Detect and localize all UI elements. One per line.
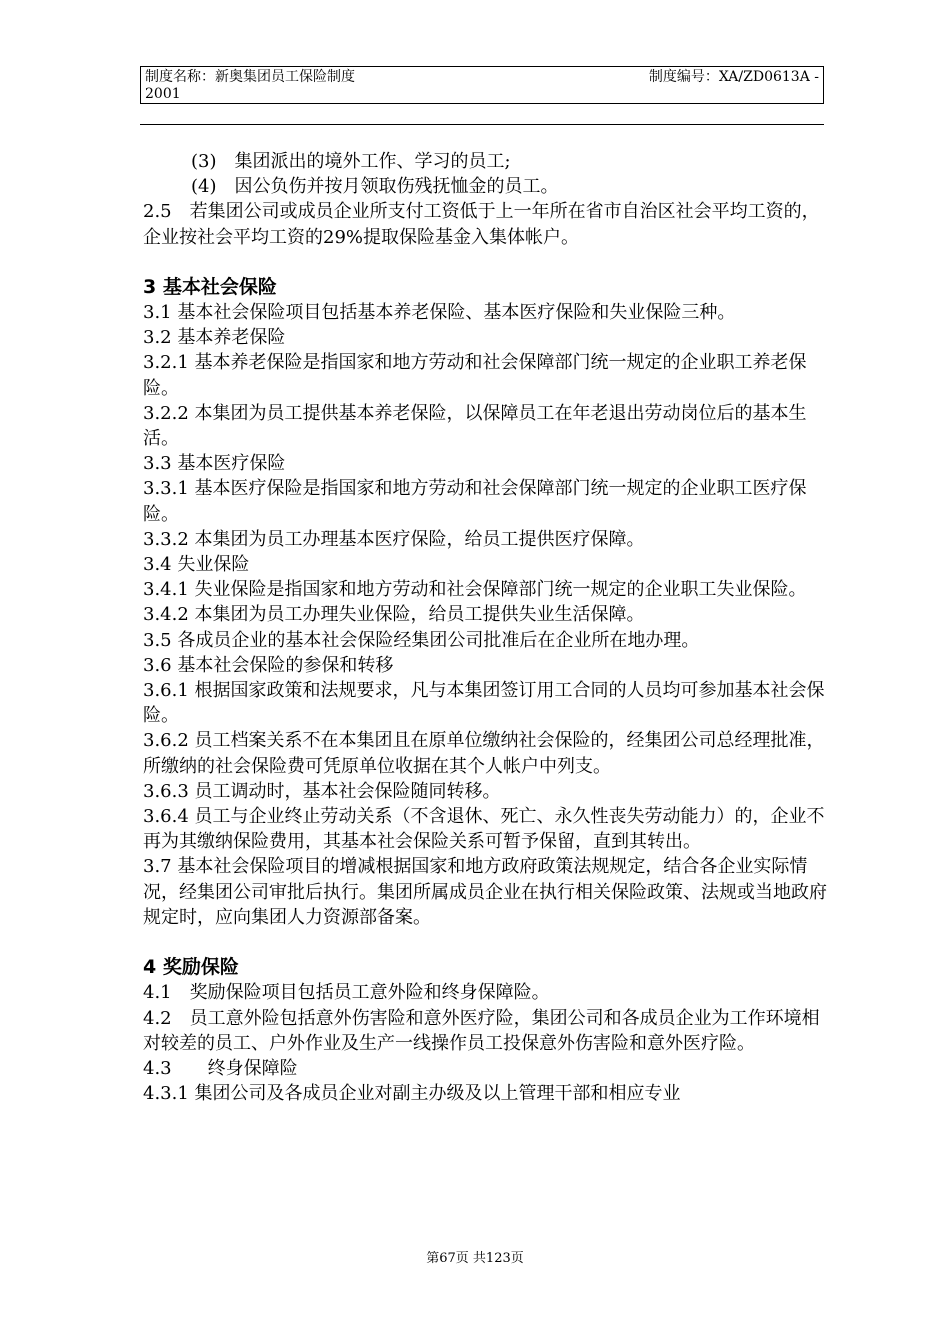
paragraph: 3.5 各成员企业的基本社会保险经集团公司批准后在企业所在地办理。 — [143, 629, 700, 651]
paragraph: 3.7 基本社会保险项目的增减根据国家和地方政府政策法规规定，结合各企业实际情况，经集团公司审批后执行。集团所属成员企业在执行相关保险政策、法规或当地政府规定时，应向集团人力资源部备案。 — [143, 856, 827, 928]
paragraph: 3.2.1 基本养老保险是指国家和地方劳动和社会保障部门统一规定的企业职工养老保险。 — [143, 352, 807, 399]
paragraph: 4.1 奖励保险项目包括员工意外险和终身保障险。 — [143, 982, 550, 1004]
paragraph: 4.2 员工意外险包括意外伤害险和意外医疗险，集团公司和各成员企业为工作环境相对较差的员工、户外作业及生产一线操作员工投保意外伤害险和意外医疗险。 — [143, 1007, 820, 1054]
paragraph: 3.1 基本社会保险项目包括基本养老保险、基本医疗保险和失业保险三种。 — [143, 302, 736, 324]
paragraph: (3) 集团派出的境外工作、学习的员工; — [191, 151, 511, 172]
document-body — [143, 149, 827, 1106]
paragraph: 3.6 基本社会保险的参保和转移 — [143, 654, 394, 676]
document-year: 2001 — [145, 86, 181, 102]
paragraph: 3.6.2 员工档案关系不在本集团且在原单位缴纳社会保险的，经集团公司总经理批准，所缴纳的社会保险费可凭原单位收据在其个人帐户中列支。 — [143, 730, 825, 777]
paragraph: 2.5 若集团公司或成员企业所支付工资低于上一年所在省市自治区社会平均工资的，企业按社会平均工资的29%提取保险基金入集体帐户。 — [143, 201, 820, 248]
document-header — [140, 66, 824, 104]
paragraph: 3.4.2 本集团为员工办理失业保险，给员工提供失业生活保障。 — [143, 604, 645, 626]
paragraph: (4) 因公负伤并按月领取伤残抚恤金的员工。 — [191, 176, 559, 198]
paragraph: 3.4.1 失业保险是指国家和地方劳动和社会保障部门统一规定的企业职工失业保险。 — [143, 579, 807, 601]
page-number: 第67页 共123页 — [426, 1251, 524, 1266]
paragraph: 3.6.4 员工与企业终止劳动关系（不含退休、死亡、永久性丧失劳动能力）的，企业不再为其缴纳保险费用，其基本社会保险关系可暂予保留，直到其转出。 — [143, 806, 825, 853]
paragraph: 4.3 终身保障险 — [143, 1057, 298, 1079]
header-divider — [140, 124, 824, 125]
paragraph: 3.3.1 基本医疗保险是指国家和地方劳动和社会保障部门统一规定的企业职工医疗保险。 — [143, 478, 807, 525]
paragraph: 3.3.2 本集团为员工办理基本医疗保险，给员工提供医疗保障。 — [143, 528, 645, 550]
document-code: 制度编号：XA/ZD0613A - — [648, 69, 819, 85]
paragraph: 3.2 基本养老保险 — [143, 327, 286, 349]
header-left — [145, 69, 355, 103]
paragraph: 3.2.2 本集团为员工提供基本养老保险，以保障员工在年老退出劳动岗位后的基本生活。 — [143, 402, 807, 450]
paragraph: 3.6.1 根据国家政策和法规要求，凡与本集团签订用工合同的人员均可参加基本社会保险。 — [143, 680, 825, 727]
section-heading: 3 基本社会保险 — [143, 275, 277, 298]
paragraph: 3.4 失业保险 — [143, 554, 250, 576]
document-name: 制度名称：新奥集团员工保险制度 — [145, 69, 355, 85]
paragraph: 3.3 基本医疗保险 — [143, 453, 286, 475]
section-heading: 4 奖励保险 — [143, 956, 239, 979]
paragraph: 4.3.1 集团公司及各成员企业对副主办级及以上管理干部和相应专业 — [143, 1083, 681, 1105]
paragraph: 3.6.3 员工调动时，基本社会保险随同转移。 — [143, 780, 501, 802]
